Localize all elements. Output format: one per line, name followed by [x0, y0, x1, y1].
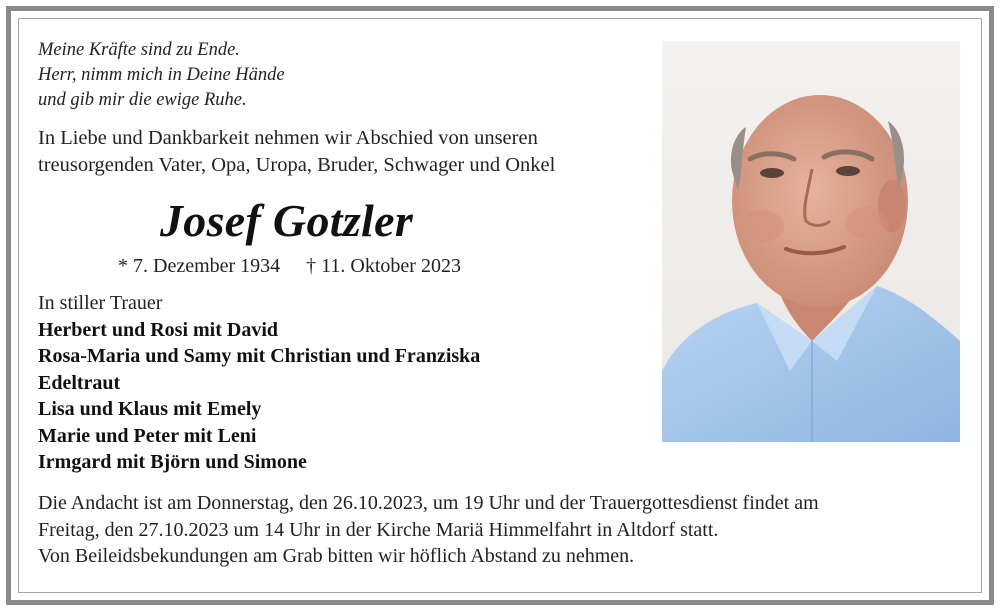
service-line: Die Andacht ist am Donnerstag, den 26.10.2023, um 19 Uhr und der Trauergottesdienst findet am: [38, 492, 819, 514]
intro-line: treusorgenden Vater, Opa, Uropa, Bruder, Schwager und Onkel: [38, 154, 556, 176]
life-dates: [118, 255, 461, 278]
verse-line: Meine Kräfte sind zu Ende.: [38, 40, 240, 60]
verse-block: [38, 38, 285, 113]
death-date: † 11. Oktober 2023: [306, 255, 461, 277]
service-info: [38, 490, 819, 570]
service-line: Freitag, den 27.10.2023 um 14 Uhr in der Kirche Mariä Himmelfahrt in Altdorf statt.: [38, 518, 719, 541]
mourner-line: Herbert und Rosi mit David: [38, 318, 278, 341]
portrait-illustration: [662, 41, 960, 442]
mourners-intro: In stiller Trauer: [38, 292, 163, 314]
service-line: Von Beileidsbekundungen am Grab bitten wir höflich Abstand zu nehmen.: [38, 545, 635, 567]
mourner-line: Marie und Peter mit Leni: [38, 424, 257, 447]
portrait-photo: [662, 41, 960, 442]
intro-line: In Liebe und Dankbarkeit nehmen wir Abschied von unseren: [38, 127, 538, 149]
verse-line: Herr, nimm mich in Deine Hände: [38, 65, 285, 85]
birth-date: * 7. Dezember 1934: [118, 255, 281, 277]
deceased-name: Josef Gotzler: [160, 195, 414, 246]
mourner-line: Edeltraut: [38, 371, 121, 394]
mourners-list: [38, 290, 480, 476]
intro-text: [38, 125, 555, 179]
mourner-line: Lisa und Klaus mit Emely: [38, 398, 262, 420]
verse-line: und gib mir die ewige Ruhe.: [38, 90, 247, 110]
mourner-line: Irmgard mit Björn und Simone: [38, 451, 307, 473]
mourner-line: Rosa-Maria und Samy mit Christian und Franziska: [38, 345, 481, 367]
